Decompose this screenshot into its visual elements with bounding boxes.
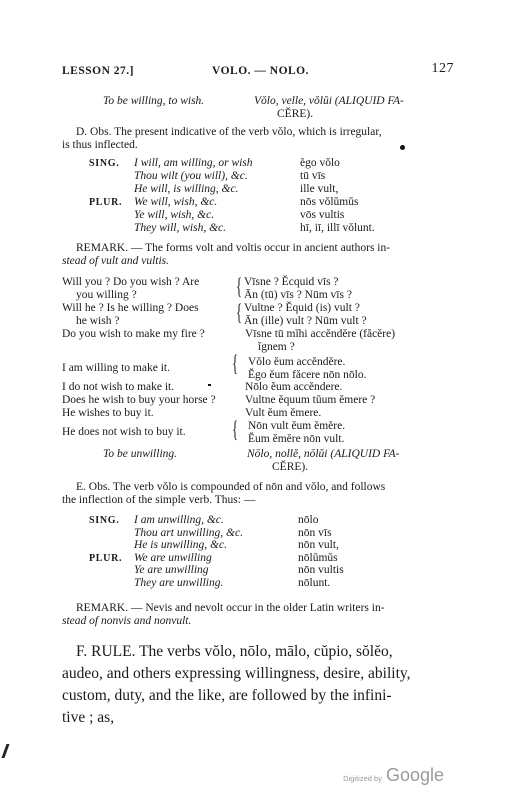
ink-speck [208, 384, 211, 386]
paradigm-number-label: PLUR. [89, 552, 123, 564]
paradigm-english: Ye will, wish, &c. [134, 209, 215, 221]
rule-f-line2: audeo, and others expressing willingness, desire, ability, [62, 665, 411, 682]
paradigm-english: He will, is willing, &c. [134, 183, 239, 195]
paradigm-number-label: SING. [89, 515, 120, 526]
definition-english: To be willing, to wish. [103, 95, 205, 107]
exercise-english: Will you ? Do you wish ? Are [62, 276, 200, 288]
exercise-english: Will he ? Is he willing ? Does [62, 302, 199, 314]
paradigm-latin: ille vult, [300, 183, 339, 195]
paradigm-latin: nōn vult, [298, 539, 339, 552]
remark-2-line1: REMARK. — Nevis and nevolt occur in the older Latin writers in- [76, 602, 385, 614]
exercise-english: he wish ? [76, 315, 120, 327]
remark-1-line1: REMARK. — The forms volt and voltis occur in ancient authors in- [76, 242, 391, 254]
obs-d-line1: D. Obs. The present indicative of the verb vŏlo, which is irregular, [76, 126, 382, 138]
paradigm-latin: ĕgo vŏlo [300, 157, 340, 169]
paradigm-english: He is unwilling, &c. [134, 539, 227, 552]
obs-e-line2: the inflection of the simple verb. Thus: — [62, 494, 256, 506]
google-logo: Google [385, 765, 444, 785]
paradigm-latin: hī, iī, illī vŏlunt. [300, 222, 375, 234]
exercise-latin: Nōn vult ĕum ĕmĕre. [248, 420, 346, 432]
rule-f-line4: tive ; as, [62, 709, 115, 726]
header-title: VOLO. — NOLO. [212, 65, 310, 77]
paradigm-number-label: PLUR. [89, 197, 123, 208]
digitized-watermark [343, 765, 444, 786]
rule-f-line1: F. RULE. The verbs vŏlo, nōlo, mālo, cŭpio, sŏlĕo, [76, 643, 393, 660]
exercise-english: I do not wish to make it. [62, 381, 175, 393]
exercise-latin: Vīsne ? Ĕcquid vīs ? [244, 276, 339, 288]
definition-latin-cont: CĔRE). [277, 108, 314, 120]
paradigm-english: Thou wilt (you will), &c. [134, 170, 248, 182]
unwilling-latin: Nōlo, nollĕ, nōlŭi (ALIQUID FA- [247, 448, 400, 460]
ink-dot [400, 145, 405, 150]
paradigm-latin: vōs vultis [300, 209, 345, 221]
brace: { [236, 300, 243, 325]
unwilling-english: To be unwilling. [103, 448, 178, 460]
remark-2-line2: stead of nonvis and nonvult. [62, 615, 192, 627]
exercise-latin: Ĕum ĕmĕre nōn vult. [248, 433, 345, 445]
running-header [62, 61, 454, 81]
paradigm-latin: nōs vŏlŭmŭs [300, 196, 359, 208]
paradigm-latin: nōlŭmŭs [298, 551, 338, 564]
paradigm-english: They are unwilling. [134, 577, 224, 589]
rule-f-line3: custom, duty, and the like, are followed by the infini- [62, 687, 392, 704]
paradigm-latin: nōn vultis [298, 564, 344, 577]
exercise-latin: Vŏlo ĕum accĕndĕre. [248, 356, 346, 368]
obs-e-line1: E. Obs. The verb vŏlo is compounded of nōn and vŏlo, and follows [76, 481, 386, 493]
exercise-latin: Vīsne tū mĭhi accĕndĕre (făcĕre) [245, 328, 396, 340]
exercise-english: He does not wish to buy it. [62, 426, 186, 438]
definition-latin: Vŏlo, velle, vŏlŭi (ALIQUID FA- [254, 95, 404, 107]
brace: { [232, 351, 239, 376]
digitized-label: Digitized by [343, 774, 382, 783]
exercise-latin: Vultne ? Ĕquid (is) vult ? [244, 302, 360, 314]
exercise-latin: Vult ĕum ĕmere. [245, 407, 322, 419]
paradigm-english: They will, wish, &c. [134, 222, 226, 234]
exercise-latin: Vultne ĕquum tŭum ĕmere ? [245, 394, 376, 406]
exercise-latin: Ān (ille) vult ? Nūm vult ? [244, 315, 367, 327]
exercise-english: you willing ? [76, 289, 137, 301]
paradigm-english: Thou art unwilling, &c. [134, 526, 243, 539]
page-number: 127 [431, 61, 454, 76]
paradigm-latin: nōn vīs [298, 526, 332, 539]
scan-mark [1, 744, 9, 758]
header-lesson: LESSON 27.] [62, 65, 134, 77]
unwilling-latin-cont: CĔRE). [272, 461, 309, 473]
obs-d-line2: is thus inflected. [62, 139, 138, 151]
paradigm-english: I will, am willing, or wish [134, 157, 253, 169]
exercise-latin: Ān (tū) vīs ? Nūm vīs ? [244, 289, 352, 301]
exercise-latin: Nōlo ĕum accĕndere. [245, 381, 343, 393]
paradigm-latin: nōlo [298, 514, 319, 526]
exercise-latin: Ĕgo ĕum făcere nōn nōlo. [248, 369, 367, 381]
brace: { [232, 417, 239, 442]
paradigm-english: I am unwilling, &c. [134, 514, 224, 526]
brace: { [236, 274, 243, 299]
paradigm-english: We are unwilling [134, 551, 212, 564]
remark-1-line2: stead of vult and vultis. [62, 255, 170, 267]
paradigm-latin: nōlunt. [298, 577, 331, 589]
exercise-english: Do you wish to make my fire ? [62, 328, 205, 340]
exercise-english: I am willing to make it. [62, 362, 170, 374]
exercise-latin: ĭgnem ? [258, 341, 295, 353]
paradigm-english: We will, wish, &c. [134, 196, 218, 208]
paradigm-latin: tū vīs [300, 170, 326, 182]
exercise-english: Does he wish to buy your horse ? [62, 394, 216, 406]
paradigm-number-label: SING. [89, 158, 120, 169]
paradigm-english: Ye are unwilling [134, 564, 209, 577]
exercise-english: He wishes to buy it. [62, 407, 154, 419]
